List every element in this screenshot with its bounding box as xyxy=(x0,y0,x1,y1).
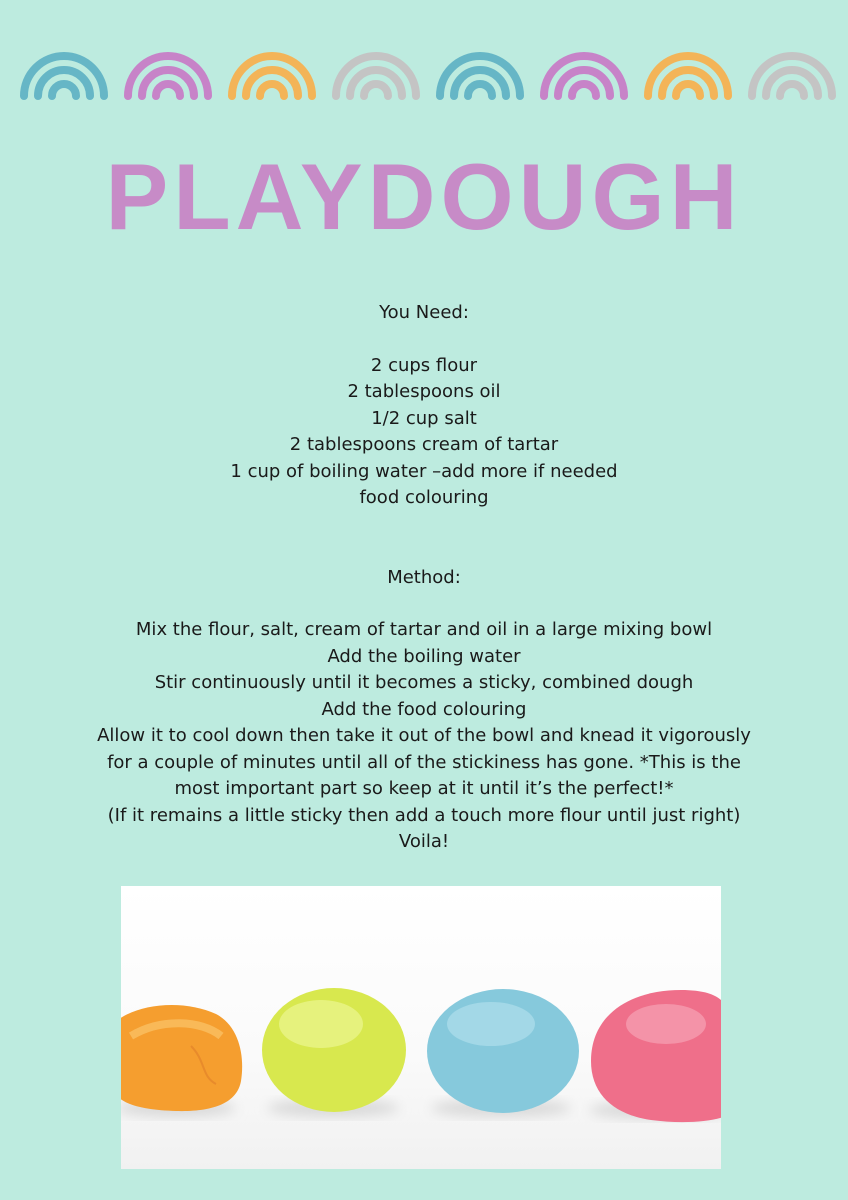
method-line: Voila! xyxy=(398,831,450,852)
ingredient-item: 1 cup of boiling water –add more if needed xyxy=(230,460,618,482)
recipe-body xyxy=(0,300,848,856)
rainbow-icon xyxy=(648,56,728,96)
ingredient-item: 2 tablespoons cream of tartar xyxy=(289,434,559,455)
playdough-photo xyxy=(121,886,721,1169)
method-line: Add the food colouring xyxy=(321,698,527,720)
rainbow-icon xyxy=(336,56,416,96)
method-line: (If it remains a little sticky then add a touch more flour until just right) xyxy=(107,804,741,826)
method-line: Allow it to cool down then take it out of the bowl and knead it vigorously xyxy=(97,725,751,746)
method-line: Add the boiling water xyxy=(327,645,521,667)
rainbow-icon xyxy=(440,56,520,96)
method-line: most important part so keep at it until it’s the perfect!* xyxy=(174,778,674,799)
method-line: Stir continuously until it becomes a sticky, combined dough xyxy=(154,672,694,693)
method-line: Mix the flour, salt, cream of tartar and oil in a large mixing bowl xyxy=(135,619,713,640)
page-title: PLAYDOUGH xyxy=(105,144,743,249)
ingredient-item: food colouring xyxy=(359,487,489,508)
rainbow-icon xyxy=(232,56,312,96)
method-steps xyxy=(0,617,848,856)
rainbow-icon xyxy=(24,56,104,96)
ingredient-item: 1/2 cup salt xyxy=(371,407,477,429)
rainbow-border xyxy=(14,28,844,108)
method-line: for a couple of minutes until all of the stickiness has gone. *This is the xyxy=(107,751,741,773)
ingredient-item: 2 cups flour xyxy=(370,354,478,376)
rainbow-icon xyxy=(752,56,832,96)
rainbow-icon xyxy=(544,56,624,96)
ingredient-list xyxy=(0,353,848,512)
playdough-balls-image xyxy=(121,886,721,1169)
ingredients-heading: You Need: xyxy=(379,302,469,323)
ingredient-item: 2 tablespoons oil xyxy=(347,381,501,402)
method-heading: Method: xyxy=(387,566,461,588)
rainbow-icon xyxy=(128,56,208,96)
